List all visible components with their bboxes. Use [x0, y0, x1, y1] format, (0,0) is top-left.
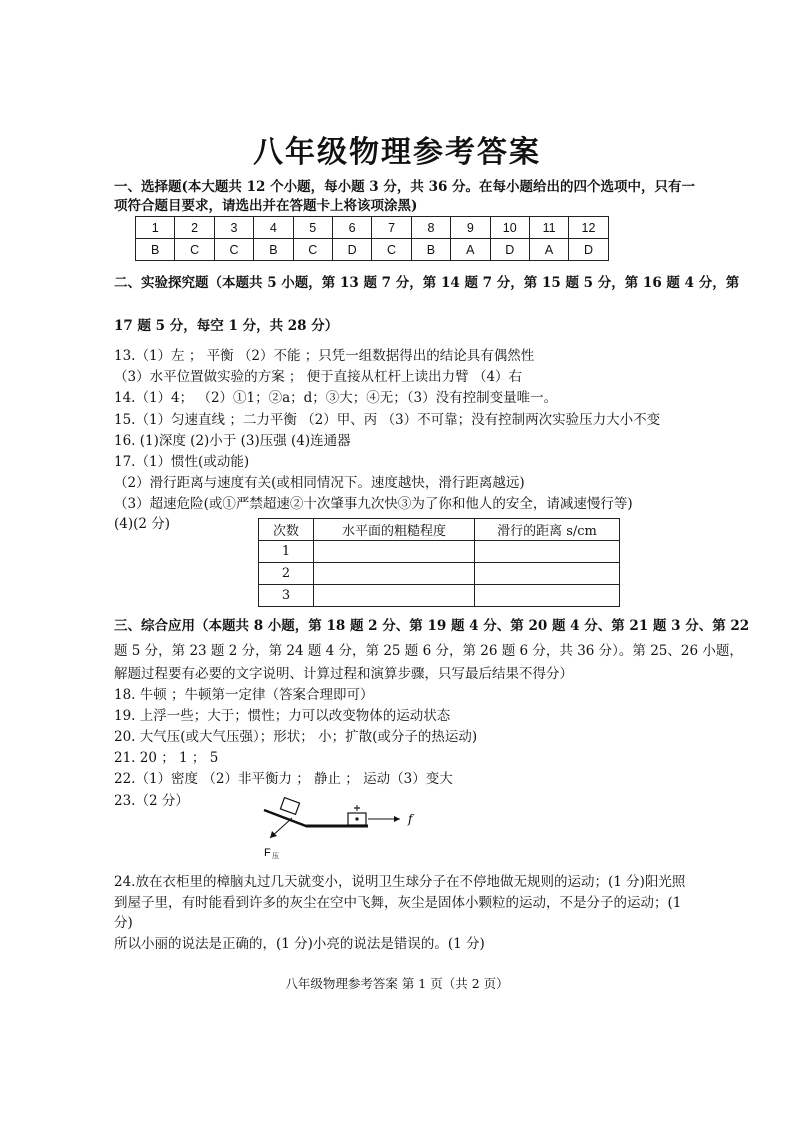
question-number: 11	[529, 217, 568, 239]
answer-q24-line2: 到屋子里，有时能看到许多的灰尘在空中飞舞，灰尘是固体小颗粒的运动，不是分子的运动；(1	[114, 895, 682, 911]
answer-q17-4: (4)(2 分)	[114, 516, 171, 532]
answer-cell: B	[136, 239, 175, 261]
answer-q24-line4: 所以小丽的说法是正确的，(1 分)小亮的说法是错误的。(1 分)	[114, 936, 485, 952]
answer-q20: 20. 大气压(或大气压强）；形状； 小；扩散(或分子的热运动)	[114, 729, 478, 745]
page-title: 八年级物理参考答案	[253, 135, 541, 170]
section3-heading-line3: 解题过程要有必要的文字说明、计算过程和演算步骤，只写最后结果不得分）	[114, 666, 573, 682]
answer-q17-1: 17.（1）惯性(或动能)	[114, 454, 250, 470]
table-row	[259, 585, 620, 607]
friction-label: f	[408, 812, 413, 826]
question-number: 3	[214, 217, 253, 239]
friction-arrowhead	[394, 816, 400, 822]
empty-cell	[314, 563, 475, 585]
record-table	[258, 518, 620, 607]
section1-heading-line2: 项符合题目要求，请选出并在答题卡上将该项涂黑)	[114, 198, 418, 214]
header-distance: 滑行的距离 s/cm	[475, 519, 620, 541]
trial-number: 1	[259, 541, 314, 563]
answer-q23: 23.（2 分）	[114, 793, 189, 809]
choice-answer-table	[135, 216, 609, 261]
question-number: 1	[136, 217, 175, 239]
answer-cell: A	[451, 239, 490, 261]
section2-heading-line2: 17 题 5 分，每空 1 分，共 28 分）	[114, 318, 339, 334]
answer-cell: A	[529, 239, 568, 261]
force-diagram	[258, 796, 438, 862]
answer-row	[136, 239, 609, 261]
answer-cell: D	[569, 239, 608, 261]
answer-q13-line1: 13.（1）左 ； 平衡 （2）不能 ；只凭一组数据得出的结论具有偶然性	[114, 348, 535, 364]
answer-q14: 14.（1）4； （2）①1；②a；d；③大；④无；（3）没有控制变量唯一。	[114, 390, 558, 406]
header-roughness: 水平面的粗糙程度	[314, 519, 475, 541]
question-number: 4	[254, 217, 293, 239]
section1-heading-line1: 一、选择题(本大题共 12 个小题，每小题 3 分，共 36 分。在每小题给出的四个选项中，只有一	[114, 179, 696, 195]
answer-q17-3: （3）超速危险(或①严禁超速②十次肇事九次快③为了你和他人的安全，请减速慢行等)	[114, 496, 633, 512]
question-number: 2	[175, 217, 214, 239]
answer-cell: C	[293, 239, 332, 261]
empty-cell	[475, 585, 620, 607]
question-number: 12	[569, 217, 608, 239]
empty-cell	[475, 563, 620, 585]
answer-q21: 21. 20 ； 1 ； 5	[114, 750, 219, 766]
answer-cell: B	[411, 239, 450, 261]
answer-q18: 18. 牛顿 ；牛顿第一定律（答案合理即可）	[114, 687, 374, 703]
answer-cell: C	[372, 239, 411, 261]
question-number: 7	[372, 217, 411, 239]
answer-q22: 22.（1）密度 （2）非平衡力 ； 静止 ； 运动（3）变大	[114, 771, 453, 787]
section3-heading-line2: 题 5 分，第 23 题 2 分，第 24 题 4 分，第 25 题 6 分，第 26 题 6 分，共 36 分）。第 25、26 小题，	[114, 643, 743, 659]
answer-q24-line1: 24.放在衣柜里的樟脑丸过几天就变小，说明卫生球分子在不停地做无规则的运动；(1 分)阳光照	[114, 874, 686, 890]
trial-number: 3	[259, 585, 314, 607]
trial-number: 2	[259, 563, 314, 585]
header-trial: 次数	[259, 519, 314, 541]
table-row	[259, 541, 620, 563]
answer-q15: 15.（1）匀速直线 ；二力平衡 （2）甲、丙 （3）不可靠；没有控制两次实验压力大小不变	[114, 412, 661, 428]
record-table-header	[259, 519, 620, 541]
page-footer: 八年级物理参考答案 第 1 页（共 2 页）	[285, 976, 509, 991]
question-number: 6	[332, 217, 371, 239]
answer-q19: 19. 上浮一些；大于；惯性；力可以改变物体的运动状态	[114, 708, 451, 724]
pressure-label: F	[264, 847, 271, 859]
answer-q24-line3: 分)	[114, 915, 133, 931]
empty-cell	[314, 585, 475, 607]
question-number: 10	[490, 217, 529, 239]
section2-heading-line1: 二、实验探究题（本题共 5 小题，第 13 题 7 分，第 14 题 7 分，第 15 题 5 分，第 16 题 4 分，第	[114, 275, 740, 291]
answer-cell: D	[490, 239, 529, 261]
answer-q17-2: （2）滑行距离与速度有关(或相同情况下。速度越快，滑行距离越远)	[114, 475, 525, 491]
question-number: 9	[451, 217, 490, 239]
answer-cell: C	[214, 239, 253, 261]
answer-cell: B	[254, 239, 293, 261]
answer-q13-line2: （3）水平位置做实验的方案 ； 便于直接从杠杆上读出力臂 （4）右	[114, 369, 523, 385]
pressure-label-sub: 压	[272, 853, 279, 860]
empty-cell	[314, 541, 475, 563]
center-dot	[355, 817, 358, 820]
answer-cell: D	[332, 239, 371, 261]
table-row	[259, 563, 620, 585]
answer-q16: 16. (1)深度 (2)小于 (3)压强 (4)连通器	[114, 433, 351, 449]
question-number-row	[136, 217, 609, 239]
answer-cell: C	[175, 239, 214, 261]
section3-heading-line1: 三、综合应用（本题共 8 小题，第 18 题 2 分、第 19 题 4 分、第 20 题 4 分、第 21 题 3 分、第 22	[114, 618, 750, 634]
block-on-slope	[280, 798, 299, 815]
question-number: 5	[293, 217, 332, 239]
empty-cell	[475, 541, 620, 563]
question-number: 8	[411, 217, 450, 239]
